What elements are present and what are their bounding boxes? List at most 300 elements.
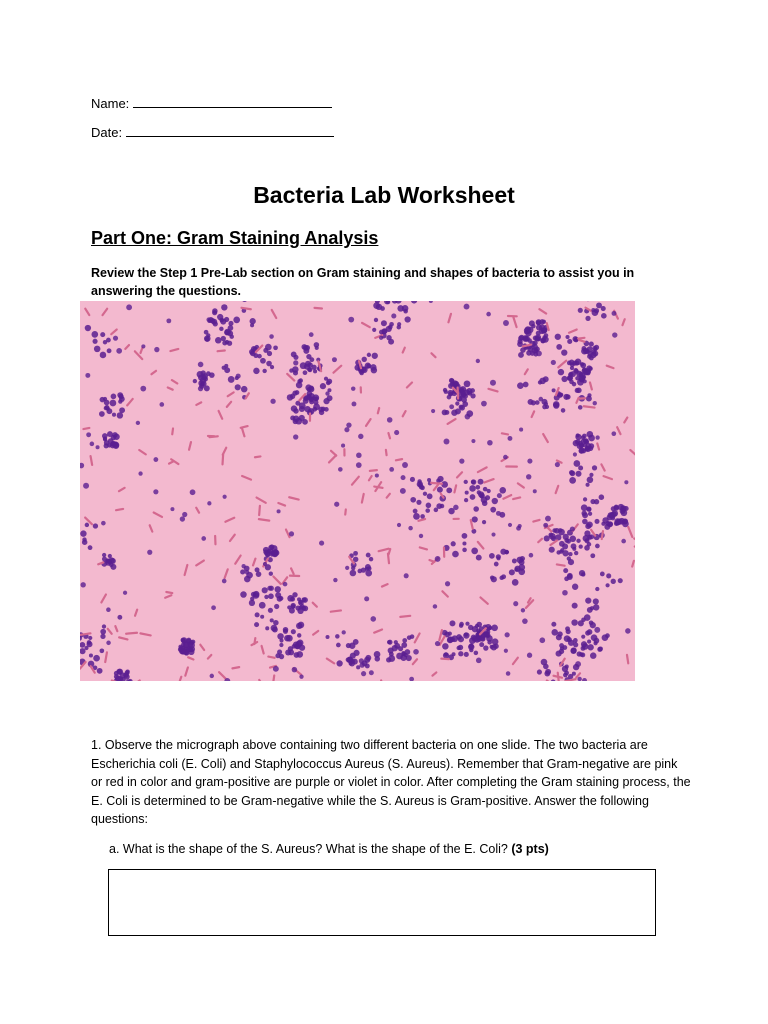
coccus-cell bbox=[601, 313, 607, 319]
coccus-cell bbox=[80, 530, 86, 536]
bacillus-cell bbox=[389, 549, 391, 554]
coccus-cell bbox=[91, 331, 98, 338]
coccus-cell bbox=[182, 649, 188, 655]
coccus-cell bbox=[224, 367, 230, 373]
coccus-cell bbox=[380, 306, 385, 311]
bacillus-cell bbox=[259, 506, 260, 515]
coccus-cell bbox=[241, 564, 245, 568]
coccus-cell bbox=[556, 550, 560, 554]
coccus-cell bbox=[614, 521, 619, 526]
coccus-cell bbox=[291, 604, 296, 609]
name-field[interactable] bbox=[91, 95, 332, 112]
coccus-cell bbox=[586, 521, 592, 527]
coccus-cell bbox=[621, 539, 626, 544]
coccus-cell bbox=[503, 455, 508, 460]
coccus-cell bbox=[570, 648, 576, 654]
coccus-cell bbox=[275, 586, 281, 592]
coccus-cell bbox=[245, 570, 249, 574]
coccus-cell bbox=[556, 650, 562, 656]
coccus-cell bbox=[578, 405, 583, 410]
coccus-cell bbox=[594, 499, 599, 504]
coccus-cell bbox=[154, 347, 159, 352]
coccus-cell bbox=[222, 579, 227, 584]
coccus-cell bbox=[375, 656, 381, 662]
coccus-cell bbox=[562, 550, 568, 556]
coccus-cell bbox=[435, 556, 441, 562]
coccus-cell bbox=[472, 516, 478, 522]
coccus-cell bbox=[523, 382, 529, 388]
coccus-cell bbox=[473, 506, 479, 512]
coccus-cell bbox=[612, 311, 617, 316]
coccus-cell bbox=[397, 322, 401, 326]
coccus-cell bbox=[582, 434, 587, 439]
coccus-cell bbox=[293, 370, 298, 375]
coccus-cell bbox=[298, 622, 305, 629]
coccus-cell bbox=[567, 637, 572, 642]
coccus-cell bbox=[402, 638, 407, 643]
coccus-cell bbox=[419, 534, 423, 538]
coccus-cell bbox=[389, 467, 394, 472]
coccus-cell bbox=[268, 545, 273, 550]
coccus-cell bbox=[374, 318, 378, 322]
coccus-cell bbox=[217, 314, 223, 320]
coccus-cell bbox=[552, 528, 557, 533]
coccus-cell bbox=[555, 462, 560, 467]
bacillus-cell bbox=[81, 633, 91, 634]
coccus-cell bbox=[435, 641, 440, 646]
coccus-cell bbox=[582, 368, 587, 373]
coccus-cell bbox=[425, 508, 430, 513]
coccus-cell bbox=[351, 401, 356, 406]
coccus-cell bbox=[372, 328, 376, 332]
coccus-cell bbox=[338, 467, 343, 472]
coccus-cell bbox=[446, 487, 452, 493]
coccus-cell bbox=[212, 310, 217, 315]
coccus-cell bbox=[624, 480, 628, 484]
coccus-cell bbox=[388, 339, 394, 345]
coccus-cell bbox=[101, 521, 106, 526]
coccus-cell bbox=[138, 471, 142, 475]
coccus-cell bbox=[605, 521, 610, 526]
coccus-cell bbox=[249, 600, 255, 606]
coccus-cell bbox=[522, 335, 528, 341]
coccus-cell bbox=[126, 304, 132, 310]
coccus-cell bbox=[221, 304, 227, 310]
coccus-cell bbox=[436, 479, 440, 483]
bacillus-cell bbox=[441, 659, 449, 660]
coccus-cell bbox=[549, 547, 555, 553]
coccus-cell bbox=[297, 633, 301, 637]
coccus-cell bbox=[572, 547, 576, 551]
coccus-cell bbox=[591, 634, 598, 641]
coccus-cell bbox=[418, 483, 423, 488]
coccus-cell bbox=[413, 509, 418, 514]
bacillus-cell bbox=[218, 351, 225, 352]
bacillus-cell bbox=[126, 633, 137, 634]
bacillus-cell bbox=[259, 519, 269, 520]
coccus-cell bbox=[492, 638, 499, 645]
coccus-cell bbox=[314, 342, 320, 348]
coccus-cell bbox=[215, 337, 222, 344]
coccus-cell bbox=[462, 541, 466, 545]
coccus-cell bbox=[579, 545, 583, 549]
coccus-cell bbox=[256, 571, 262, 577]
coccus-cell bbox=[362, 357, 367, 362]
coccus-cell bbox=[198, 386, 203, 391]
coccus-cell bbox=[97, 668, 103, 674]
coccus-cell bbox=[563, 568, 568, 573]
coccus-cell bbox=[589, 620, 594, 625]
coccus-cell bbox=[611, 431, 616, 436]
bacillus-cell bbox=[578, 338, 584, 339]
coccus-cell bbox=[561, 350, 567, 356]
coccus-cell bbox=[82, 539, 87, 544]
coccus-cell bbox=[332, 357, 337, 362]
coccus-cell bbox=[306, 354, 311, 359]
coccus-cell bbox=[346, 422, 351, 427]
coccus-cell bbox=[471, 439, 475, 443]
coccus-cell bbox=[210, 674, 214, 678]
coccus-cell bbox=[274, 604, 279, 609]
coccus-cell bbox=[106, 607, 111, 612]
coccus-cell bbox=[587, 477, 594, 484]
coccus-cell bbox=[576, 539, 580, 543]
question-1a bbox=[109, 840, 689, 858]
coccus-cell bbox=[289, 531, 294, 536]
coccus-cell bbox=[182, 512, 187, 517]
bacillus-cell bbox=[172, 428, 173, 434]
coccus-cell bbox=[92, 339, 97, 344]
coccus-cell bbox=[253, 592, 260, 599]
coccus-cell bbox=[305, 361, 311, 367]
name-underline[interactable] bbox=[133, 95, 332, 108]
coccus-cell bbox=[269, 572, 273, 576]
coccus-cell bbox=[518, 339, 523, 344]
bacillus-cell bbox=[331, 610, 341, 611]
coccus-cell bbox=[400, 488, 406, 494]
coccus-cell bbox=[605, 583, 609, 587]
bacillus-cell bbox=[255, 456, 260, 457]
coccus-cell bbox=[464, 480, 468, 484]
coccus-cell bbox=[366, 553, 371, 558]
coccus-cell bbox=[551, 622, 556, 627]
coccus-cell bbox=[458, 651, 463, 656]
bacillus-cell bbox=[370, 470, 377, 471]
bacillus-cell bbox=[116, 509, 123, 510]
coccus-cell bbox=[567, 573, 573, 579]
coccus-cell bbox=[589, 473, 593, 477]
coccus-cell bbox=[474, 651, 479, 656]
coccus-cell bbox=[200, 370, 205, 375]
coccus-cell bbox=[555, 534, 561, 540]
coccus-cell bbox=[571, 619, 577, 625]
coccus-cell bbox=[93, 655, 100, 662]
coccus-cell bbox=[345, 566, 349, 570]
coccus-cell bbox=[268, 593, 274, 599]
coccus-cell bbox=[471, 548, 478, 555]
coccus-cell bbox=[582, 346, 587, 351]
coccus-cell bbox=[471, 480, 476, 485]
bacillus-cell bbox=[273, 675, 274, 681]
coccus-cell bbox=[89, 654, 93, 658]
coccus-cell bbox=[334, 502, 339, 507]
coccus-cell bbox=[116, 348, 122, 354]
coccus-cell bbox=[401, 642, 407, 648]
answer-box-1a[interactable] bbox=[108, 869, 656, 936]
coccus-cell bbox=[594, 641, 598, 645]
coccus-cell bbox=[319, 540, 324, 545]
coccus-cell bbox=[569, 477, 576, 484]
bacillus-cell bbox=[558, 673, 559, 681]
coccus-cell bbox=[96, 445, 100, 449]
coccus-cell bbox=[542, 405, 547, 410]
coccus-cell bbox=[99, 411, 105, 417]
part-one-heading: Part One: Gram Staining Analysis bbox=[91, 228, 379, 248]
coccus-cell bbox=[381, 320, 387, 326]
coccus-cell bbox=[559, 541, 565, 547]
coccus-cell bbox=[379, 336, 383, 340]
coccus-cell bbox=[268, 608, 273, 613]
coccus-cell bbox=[596, 302, 602, 308]
coccus-cell bbox=[555, 334, 561, 340]
coccus-cell bbox=[567, 556, 571, 560]
coccus-cell bbox=[397, 523, 401, 527]
coccus-cell bbox=[283, 629, 288, 634]
date-underline[interactable] bbox=[126, 124, 334, 137]
coccus-cell bbox=[352, 659, 358, 665]
coccus-cell bbox=[437, 487, 443, 493]
coccus-cell bbox=[504, 649, 508, 653]
coccus-cell bbox=[491, 576, 497, 582]
coccus-cell bbox=[598, 646, 603, 651]
coccus-cell bbox=[527, 459, 532, 464]
coccus-cell bbox=[85, 325, 91, 331]
coccus-cell bbox=[87, 640, 92, 645]
date-field[interactable] bbox=[91, 124, 334, 141]
coccus-cell bbox=[364, 596, 369, 601]
coccus-cell bbox=[166, 318, 171, 323]
coccus-cell bbox=[551, 360, 556, 365]
coccus-cell bbox=[273, 666, 279, 672]
bacillus-cell bbox=[242, 308, 251, 309]
coccus-cell bbox=[367, 353, 371, 357]
coccus-cell bbox=[494, 562, 499, 567]
bacillus-cell bbox=[431, 483, 442, 484]
coccus-cell bbox=[233, 317, 240, 324]
coccus-cell bbox=[272, 627, 278, 633]
coccus-cell bbox=[336, 643, 341, 648]
coccus-cell bbox=[531, 324, 535, 328]
coccus-cell bbox=[100, 332, 105, 337]
coccus-cell bbox=[583, 497, 587, 501]
coccus-cell bbox=[260, 358, 266, 364]
coccus-cell bbox=[497, 493, 502, 498]
coccus-cell bbox=[486, 312, 491, 317]
coccus-cell bbox=[587, 644, 593, 650]
coccus-cell bbox=[103, 397, 107, 401]
coccus-cell bbox=[516, 526, 521, 531]
coccus-cell bbox=[577, 677, 581, 681]
coccus-cell bbox=[277, 633, 284, 640]
coccus-cell bbox=[590, 652, 596, 658]
coccus-cell bbox=[365, 664, 370, 669]
coccus-cell bbox=[578, 620, 584, 626]
coccus-cell bbox=[442, 643, 449, 650]
coccus-cell bbox=[582, 512, 588, 518]
coccus-cell bbox=[250, 323, 254, 327]
coccus-cell bbox=[351, 566, 355, 570]
coccus-cell bbox=[201, 381, 206, 386]
coccus-cell bbox=[147, 550, 152, 555]
coccus-cell bbox=[573, 452, 577, 456]
coccus-cell bbox=[497, 556, 501, 560]
coccus-cell bbox=[462, 533, 468, 539]
bacillus-cell bbox=[223, 455, 224, 465]
coccus-cell bbox=[503, 320, 509, 326]
bacillus-cell bbox=[502, 433, 508, 434]
coccus-cell bbox=[433, 604, 437, 608]
coccus-cell bbox=[348, 317, 354, 323]
coccus-cell bbox=[625, 628, 631, 634]
coccus-cell bbox=[449, 620, 455, 626]
coccus-cell bbox=[405, 316, 411, 322]
coccus-cell bbox=[499, 487, 506, 494]
coccus-cell bbox=[464, 380, 471, 387]
coccus-cell bbox=[361, 671, 366, 676]
coccus-cell bbox=[401, 475, 406, 480]
coccus-cell bbox=[581, 635, 585, 639]
coccus-cell bbox=[595, 435, 599, 439]
coccus-cell bbox=[90, 442, 95, 447]
coccus-cell bbox=[341, 444, 345, 448]
coccus-cell bbox=[464, 304, 470, 310]
coccus-cell bbox=[206, 371, 211, 376]
coccus-cell bbox=[286, 635, 293, 642]
coccus-cell bbox=[565, 626, 570, 631]
coccus-cell bbox=[356, 453, 362, 459]
coccus-cell bbox=[536, 324, 542, 330]
coccus-cell bbox=[525, 326, 531, 332]
coccus-cell bbox=[539, 637, 545, 643]
coccus-cell bbox=[365, 363, 371, 369]
coccus-cell bbox=[470, 494, 476, 500]
coccus-cell bbox=[423, 492, 427, 496]
coccus-cell bbox=[592, 465, 597, 470]
coccus-cell bbox=[106, 408, 112, 414]
coccus-cell bbox=[401, 651, 405, 655]
coccus-cell bbox=[561, 408, 566, 413]
coccus-cell bbox=[469, 485, 476, 492]
bacillus-cell bbox=[166, 592, 172, 593]
coccus-cell bbox=[263, 562, 267, 566]
coccus-cell bbox=[542, 336, 548, 342]
coccus-cell bbox=[270, 399, 275, 404]
coccus-cell bbox=[427, 478, 431, 482]
coccus-cell bbox=[582, 375, 586, 379]
coccus-cell bbox=[579, 448, 585, 454]
coccus-cell bbox=[236, 374, 241, 379]
coccus-cell bbox=[402, 462, 408, 468]
coccus-cell bbox=[358, 569, 363, 574]
coccus-cell bbox=[333, 578, 337, 582]
coccus-cell bbox=[512, 559, 517, 564]
coccus-cell bbox=[388, 655, 395, 662]
coccus-cell bbox=[140, 386, 146, 392]
coccus-cell bbox=[277, 509, 281, 513]
coccus-cell bbox=[572, 382, 576, 386]
coccus-cell bbox=[556, 344, 562, 350]
coccus-cell bbox=[277, 649, 282, 654]
coccus-cell bbox=[136, 421, 140, 425]
bacillus-cell bbox=[378, 408, 379, 413]
coccus-cell bbox=[478, 479, 484, 485]
coccus-cell bbox=[427, 493, 433, 499]
coccus-cell bbox=[299, 675, 303, 679]
coccus-cell bbox=[426, 503, 432, 509]
coccus-cell bbox=[180, 516, 185, 521]
coccus-cell bbox=[465, 622, 469, 626]
coccus-cell bbox=[119, 407, 125, 413]
coccus-cell bbox=[198, 362, 204, 368]
coccus-cell bbox=[325, 391, 329, 395]
coccus-cell bbox=[536, 337, 541, 342]
coccus-cell bbox=[533, 489, 537, 493]
coccus-cell bbox=[342, 630, 346, 634]
coccus-cell bbox=[573, 460, 580, 467]
coccus-cell bbox=[468, 644, 474, 650]
coccus-cell bbox=[118, 394, 123, 399]
coccus-cell bbox=[292, 592, 297, 597]
coccus-cell bbox=[576, 471, 582, 477]
coccus-cell bbox=[491, 644, 497, 650]
coccus-cell bbox=[107, 431, 113, 437]
coccus-cell bbox=[578, 465, 583, 470]
coccus-cell bbox=[206, 317, 210, 321]
coccus-cell bbox=[487, 489, 491, 493]
coccus-cell bbox=[353, 551, 358, 556]
coccus-cell bbox=[356, 462, 362, 468]
coccus-cell bbox=[599, 494, 605, 500]
coccus-cell bbox=[293, 355, 298, 360]
coccus-cell bbox=[369, 557, 373, 561]
coccus-cell bbox=[313, 369, 317, 373]
coccus-cell bbox=[518, 564, 525, 571]
coccus-cell bbox=[594, 345, 599, 350]
coccus-cell bbox=[178, 645, 182, 649]
coccus-cell bbox=[606, 573, 611, 578]
coccus-cell bbox=[584, 614, 591, 621]
coccus-cell bbox=[273, 620, 279, 626]
coccus-cell bbox=[292, 391, 297, 396]
coccus-cell bbox=[445, 410, 450, 415]
coccus-cell bbox=[309, 386, 314, 391]
coccus-cell bbox=[296, 382, 303, 389]
coccus-cell bbox=[589, 342, 594, 347]
coccus-cell bbox=[586, 483, 590, 487]
coccus-cell bbox=[464, 498, 468, 502]
coccus-cell bbox=[588, 512, 592, 516]
coccus-cell bbox=[453, 505, 458, 510]
coccus-cell bbox=[111, 394, 117, 400]
coccus-cell bbox=[476, 359, 480, 363]
coccus-cell bbox=[620, 505, 626, 511]
coccus-cell bbox=[466, 388, 472, 394]
coccus-cell bbox=[459, 622, 464, 627]
coccus-cell bbox=[543, 523, 548, 528]
coccus-cell bbox=[235, 384, 241, 390]
coccus-cell bbox=[608, 512, 614, 518]
coccus-cell bbox=[476, 658, 482, 664]
